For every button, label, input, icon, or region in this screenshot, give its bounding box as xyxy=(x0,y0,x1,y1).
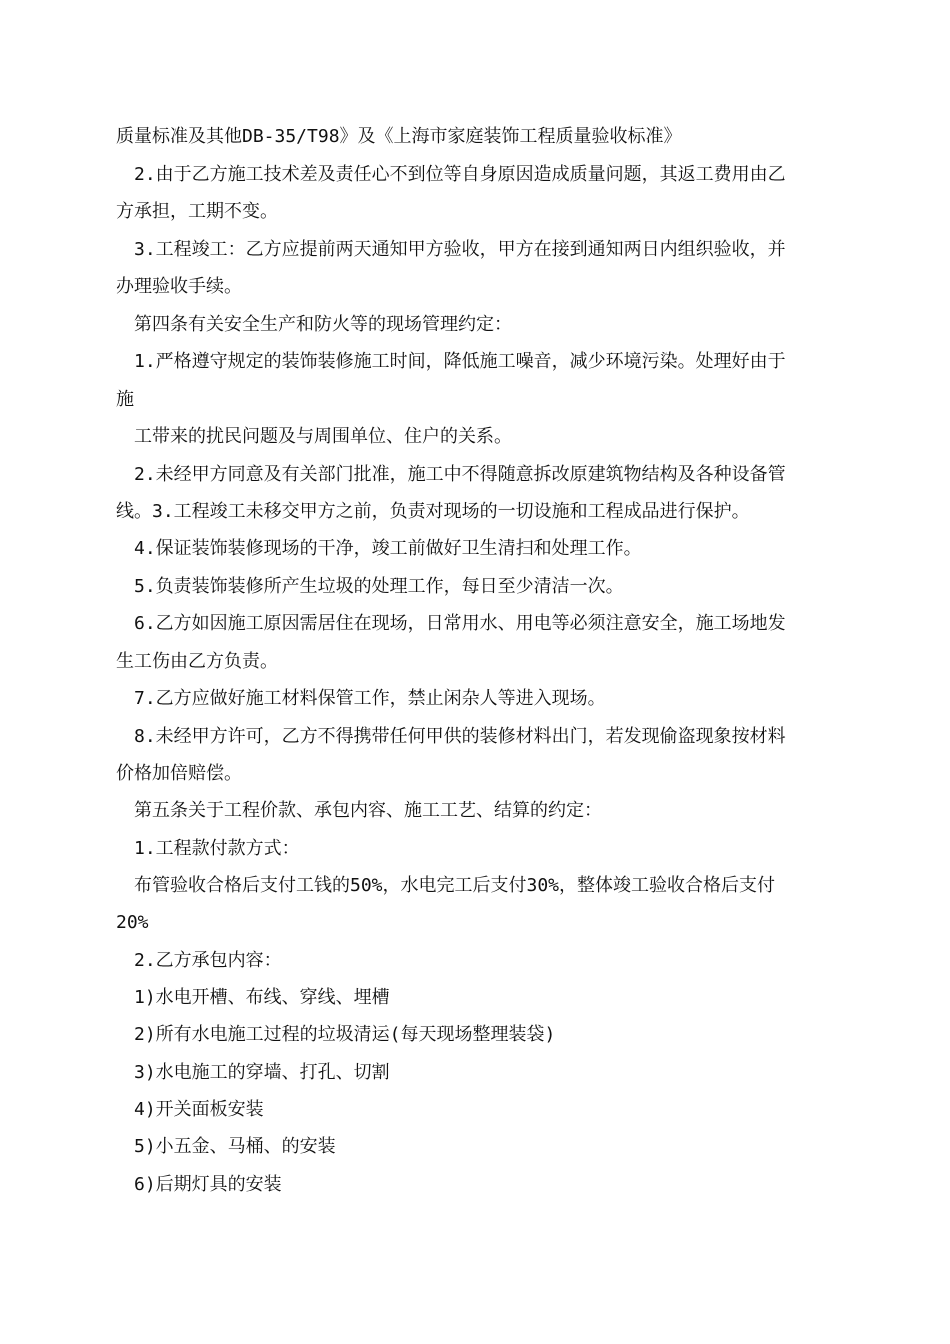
text-line: 4.保证装饰装修现场的干净，竣工前做好卫生清扫和处理工作。 xyxy=(134,538,642,559)
list-item: 2)所有水电施工过程的垃圾清运(每天现场整理装袋) xyxy=(134,1024,556,1045)
text-line: 7.乙方应做好施工材料保管工作，禁止闲杂人等进入现场。 xyxy=(134,688,606,709)
list-item: 3)水电施工的穿墙、打孔、切割 xyxy=(134,1062,390,1083)
text-line: 生工伤由乙方负责。 xyxy=(116,651,278,672)
text-line: 线。3.工程竣工未移交甲方之前，负责对现场的一切设施和工程成品进行保护。 xyxy=(116,501,750,522)
text-line: 6.乙方如因施工原因需居住在现场，日常用水、用电等必须注意安全，施工场地发 xyxy=(134,613,786,634)
text-line: 方承担，工期不变。 xyxy=(116,201,278,222)
list-item: 5)小五金、马桶、的安装 xyxy=(134,1136,336,1157)
text-line: 1.工程款付款方式： xyxy=(134,838,300,859)
text-line: 5.负责装饰装修所产生垃圾的处理工作，每日至少清洁一次。 xyxy=(134,576,624,597)
text-line: 1.严格遵守规定的装饰装修施工时间，降低施工噪音，减少环境污染。处理好由于 xyxy=(134,351,786,372)
text-line: 2.乙方承包内容： xyxy=(134,950,282,971)
text-line: 施 xyxy=(116,389,134,410)
text-line: 2.未经甲方同意及有关部门批准，施工中不得随意拆改原建筑物结构及各种设备管 xyxy=(134,464,786,485)
text-line: 布管验收合格后支付工钱的50%，水电完工后支付30%，整体竣工验收合格后支付 xyxy=(134,875,776,896)
text-line: 3.工程竣工：乙方应提前两天通知甲方验收，甲方在接到通知两日内组织验收，并 xyxy=(134,239,786,260)
text-line: 工带来的扰民问题及与周围单位、住户的关系。 xyxy=(134,426,512,447)
text-line: 8.未经甲方许可，乙方不得携带任何甲供的装修材料出门，若发现偷盗现象按材料 xyxy=(134,726,786,747)
text-line: 2.由于乙方施工技术差及责任心不到位等自身原因造成质量问题，其返工费用由乙 xyxy=(134,164,786,185)
section-heading: 第四条有关安全生产和防火等的现场管理约定： xyxy=(134,314,512,335)
text-line: 20% xyxy=(116,912,149,933)
list-item: 6)后期灯具的安装 xyxy=(134,1174,282,1195)
text-line: 质量标准及其他DB-35/T98》及《上海市家庭装饰工程质量验收标准》 xyxy=(116,126,682,147)
text-line: 价格加倍赔偿。 xyxy=(116,763,242,784)
section-heading: 第五条关于工程价款、承包内容、施工工艺、结算的约定： xyxy=(134,800,602,821)
list-item: 4)开关面板安装 xyxy=(134,1099,264,1120)
text-line: 办理验收手续。 xyxy=(116,276,242,297)
list-item: 1)水电开槽、布线、穿线、埋槽 xyxy=(134,987,390,1008)
